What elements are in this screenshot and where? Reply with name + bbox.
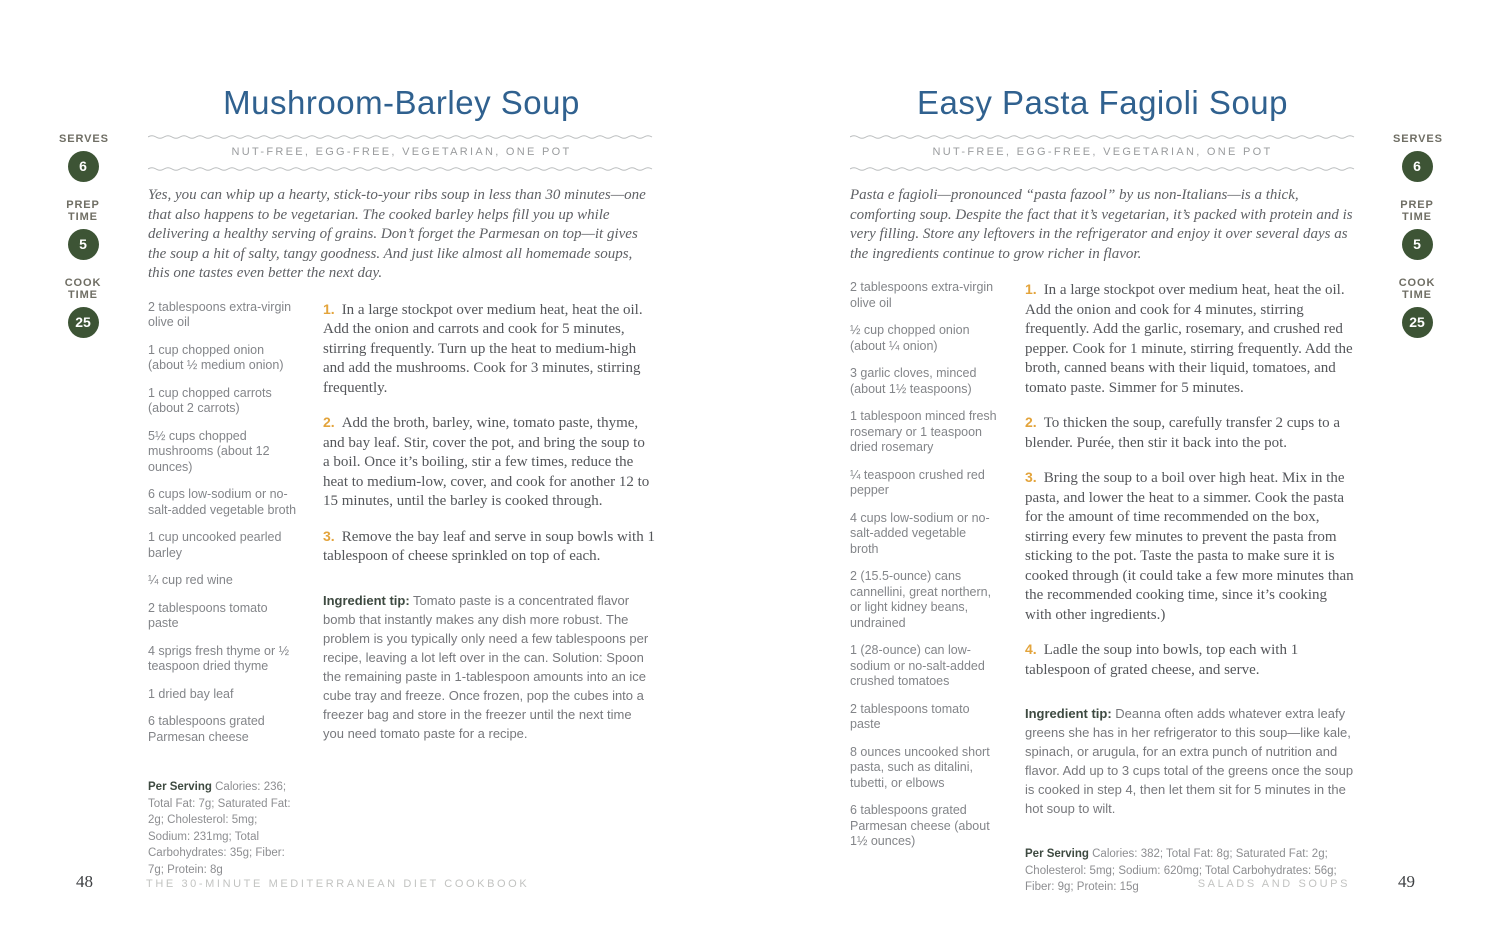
ingredient-item: 1 cup chopped onion (about ½ medium onion) — [148, 342, 284, 372]
prep-time-value-circle: 5 — [68, 229, 99, 260]
right-page-content — [850, 84, 1355, 896]
ingredient-tip-label: Ingredient tip: — [1025, 706, 1112, 721]
ingredient-item: 2 tablespoons tomato paste — [148, 600, 268, 630]
ingredient-item: 3 garlic cloves, minced (about 1½ teaspoons) — [850, 366, 977, 396]
recipe-title: Easy Pasta Fagioli Soup — [916, 84, 1289, 121]
prep-time-value-circle: 5 — [1402, 229, 1433, 260]
ingredient-item: ¼ cup red wine — [148, 573, 233, 587]
cook-time-value-circle: 25 — [68, 307, 99, 338]
right-badge-column — [1393, 133, 1441, 355]
ingredient-item: 4 cups low-sodium or no-salt-added vegetable broth — [850, 510, 990, 556]
ingredient-item: 1 tablespoon minced fresh rosemary or 1 teaspoon dried rosemary — [850, 409, 997, 454]
per-serving-text: Calories: 382; Total Fat: 8g; Saturated Fat: 2g; Cholesterol: 5mg; Sodium: 620mg; Total Carbohydrates: 56g; Fiber: 9g; Protein: 15g — [1025, 848, 1337, 893]
section-title: SALADS AND SOUPS — [1197, 878, 1350, 890]
serves-label: SERVES — [59, 133, 109, 145]
instructions — [1025, 280, 1355, 896]
instructions — [323, 300, 655, 879]
recipe-body — [850, 280, 1355, 896]
step-item — [323, 527, 655, 567]
serves-label: SERVES — [1393, 133, 1443, 145]
prep-time-badge — [59, 199, 107, 260]
wavy-line — [850, 165, 1355, 172]
step-number: 4. — [1025, 641, 1037, 657]
ingredient-tip-text: Deanna often adds whatever extra leafy greens she has in her refrigerator to this soup—like kale, spinach, or arugula, for an extra punch of nutrition and flavor. Add up to 3 cups total of the greens once the soup is cooked in step 4, then let them sit for 5 minutes in the hot soup to wilt. — [1025, 706, 1354, 816]
step-text: In a large stockpot over medium heat, heat the oil. Add the onion and carrots and cook for 5 minutes, stirring frequently. Turn up the heat to medium-high and add the mushrooms. Cook for 3 minutes, stirring frequently. — [323, 301, 643, 396]
ingredients-list — [850, 280, 998, 896]
step-number: 1. — [1025, 281, 1037, 297]
cook-time-badge — [59, 277, 107, 338]
left-page-footer — [76, 872, 529, 892]
recipe-intro: Yes, you can whip up a hearty, stick-to-your ribs soup in less than 30 minutes—one that also happens to be vegetarian. The cooked barley helps fill you up while delivering a healthy serving of grains. Don’t forget the Parmesan on top—it gives the soup a hit of salty, tangy goodness. And just like almost all homemade soups, this one tastes even better the next day. — [148, 187, 646, 281]
cook-time-label: COOK TIME — [64, 276, 102, 301]
prep-time-badge — [1393, 199, 1441, 260]
step-text: Remove the bay leaf and serve in soup bowls with 1 tablespoon of cheese sprinkled on top of each. — [323, 528, 655, 564]
ingredient-item: ½ cup chopped onion (about ¼ onion) — [850, 323, 970, 353]
step-number: 3. — [323, 527, 335, 544]
ingredient-item: 6 tablespoons grated Parmesan cheese — [148, 714, 265, 744]
ingredient-tip — [323, 591, 655, 743]
wavy-line — [148, 165, 655, 172]
ingredient-item: 1 cup chopped carrots (about 2 carrots) — [148, 385, 272, 415]
step-number: 2. — [323, 414, 335, 430]
per-serving-label: Per Serving — [1025, 848, 1089, 860]
step-text: Add the broth, barley, wine, tomato paste, thyme, and bay leaf. Stir, cover the pot, and bring the soup to a boil. Once it’s boiling, stir a few times, reduce the heat to medium-low, cover, and cook for another 12 to 15 minutes, until the barley is cooked through. — [323, 415, 650, 509]
right-page-footer — [1198, 872, 1415, 892]
step-text: Ladle the soup into bowls, top each with 1 tablespoon of grated cheese, and serve. — [1025, 642, 1299, 678]
book-title: THE 30-MINUTE MEDITERRANEAN DIET COOKBOOK — [146, 878, 530, 890]
step-item — [1025, 413, 1355, 453]
step-number: 3. — [1025, 469, 1037, 485]
dietary-labels: NUT-FREE, EGG-FREE, VEGETARIAN, ONE POT — [231, 146, 572, 158]
dietary-labels: NUT-FREE, EGG-FREE, VEGETARIAN, ONE POT — [932, 146, 1273, 158]
step-number: 2. — [1025, 414, 1037, 430]
step-text: Bring the soup to a boil over high heat. Mix in the pasta, and lower the heat to a simmer. Cook the pasta for the amount of time recommended on the box, stirring every few minutes to prevent the pasta from sticking to the pot. Taste the pasta to make sure it is cooked through (it could take a few more minutes than the recommended cooking time, since it’s cooking with other ingredients.) — [1025, 470, 1354, 623]
wavy-line — [850, 133, 1355, 140]
step-item — [323, 300, 655, 399]
ingredient-item: 1 cup uncooked pearled barley — [148, 530, 282, 560]
cook-time-value-circle: 25 — [1402, 307, 1433, 338]
step-text: In a large stockpot over medium heat, heat the oil. Add the onion and cook for 4 minutes, stirring frequently. Add the garlic, rosemary, and crushed red pepper. Cook for 1 minute, stirring frequently. Add the broth, canned beans with their liquid, tomatoes, and tomato paste. Simmer for 5 minutes. — [1025, 282, 1353, 396]
step-item — [1025, 640, 1355, 680]
prep-time-label: PREP TIME — [66, 198, 100, 223]
ingredients-list — [148, 300, 300, 879]
wavy-line — [148, 133, 655, 140]
ingredient-tip — [1025, 704, 1355, 818]
ingredient-tip-text: Tomato paste is a concentrated flavor bomb that instantly makes any dish more robust. The problem is you typically only need a few tablespoons per recipe, leaving a lot left over in the can. Solution: Spoon the remaining paste in 1-tablespoon amounts into an ice cube tray and freeze. Once frozen, pop the cubes into a freezer bag and store in the freezer until the next time you need tomato paste for a recipe. — [323, 592, 649, 741]
dietary-divider — [148, 133, 655, 172]
ingredient-item: 1 (28-ounce) can low-sodium or no-salt-added crushed tomatoes — [850, 643, 985, 688]
ingredient-item: 2 (15.5-ounce) cans cannellini, great northern, or light kidney beans, undrained — [850, 569, 992, 630]
ingredient-item: 2 tablespoons extra-virgin olive oil — [148, 299, 292, 329]
recipe-title: Mushroom-Barley Soup — [223, 84, 580, 121]
cook-time-label: COOK TIME — [1398, 276, 1436, 301]
serves-badge — [1393, 133, 1441, 182]
ingredient-item: 2 tablespoons tomato paste — [850, 701, 970, 731]
per-serving — [148, 779, 300, 878]
page-number: 48 — [76, 872, 93, 891]
step-text: To thicken the soup, carefully transfer 2 cups to a blender. Purée, then stir it back into the pot. — [1025, 415, 1341, 451]
cook-time-badge — [1393, 277, 1441, 338]
page-number: 49 — [1398, 872, 1415, 891]
per-serving-text: Calories: 236; Total Fat: 7g; Saturated Fat: 2g; Cholesterol: 5mg; Sodium: 231mg; Total Carbohydrates: 35g; Fiber: 7g; Protein: 8g — [148, 781, 291, 876]
step-item — [323, 413, 655, 512]
ingredient-item: 4 sprigs fresh thyme or ½ teaspoon dried thyme — [148, 643, 290, 673]
ingredient-item: 6 cups low-sodium or no-salt-added vegetable broth — [148, 487, 297, 517]
recipe-body — [148, 300, 655, 879]
ingredient-item: ¼ teaspoon crushed red pepper — [850, 467, 985, 497]
ingredient-item: 8 ounces uncooked short pasta, such as ditalini, tubetti, or elbows — [850, 744, 990, 790]
step-item — [1025, 468, 1355, 625]
ingredient-tip-label: Ingredient tip: — [323, 592, 410, 608]
ingredient-item: 6 tablespoons grated Parmesan cheese (about 1½ ounces) — [850, 803, 990, 848]
ingredient-item: 1 dried bay leaf — [148, 686, 234, 701]
dietary-divider — [850, 133, 1355, 172]
serves-value-circle: 6 — [68, 151, 99, 182]
ingredient-item: 2 tablespoons extra-virgin olive oil — [850, 280, 994, 310]
serves-badge — [59, 133, 107, 182]
per-serving-label: Per Serving — [148, 781, 212, 793]
step-item — [1025, 280, 1355, 398]
ingredient-item: 5½ cups chopped mushrooms (about 12 ounces) — [148, 428, 270, 474]
left-page-content — [148, 84, 655, 878]
prep-time-label: PREP TIME — [1400, 198, 1434, 223]
left-badge-column — [59, 133, 107, 355]
recipe-intro: Pasta e fagioli—pronounced “pasta fazool” by us non-Italians—is a thick, comforting soup. Despite the fact that it’s vegetarian, it’s packed with protein and is very filling. Store any leftovers in the refrigerator and enjoy it over several days as the ingredients continue to grow richer in flavor. — [850, 187, 1353, 262]
step-number: 1. — [323, 300, 335, 317]
serves-value-circle: 6 — [1402, 151, 1433, 182]
